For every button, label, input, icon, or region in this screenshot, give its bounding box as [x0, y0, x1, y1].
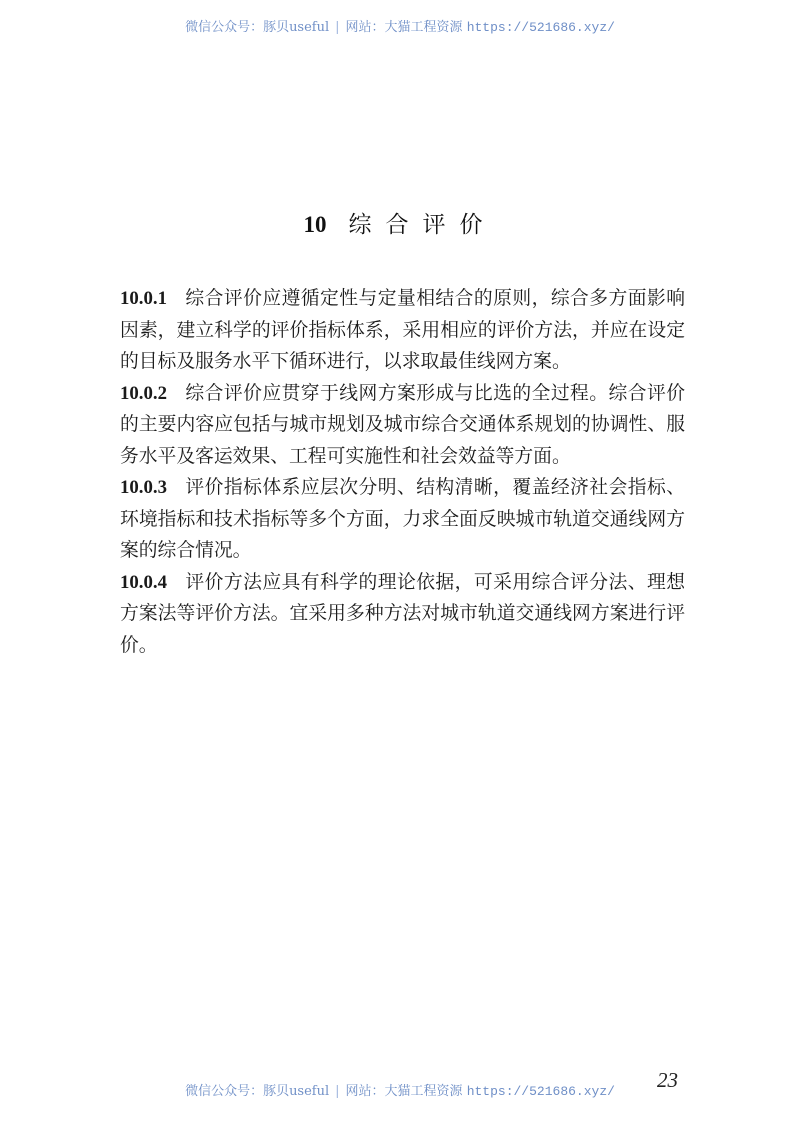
clause-text: 评价指标体系应层次分明、结构清晰，覆盖经济社会指标、环境指标和技术指标等多个方面，力求全面反映城市轨道交通线网方案的综合情况。 [120, 477, 685, 561]
clause-number: 10.0.4 [120, 571, 167, 593]
clause [120, 567, 685, 662]
clause-number: 10.0.1 [120, 288, 167, 309]
chapter-title: 综合评价 [348, 212, 497, 238]
clause-list [120, 283, 685, 661]
clause-number: 10.0.2 [120, 382, 167, 404]
chapter-number: 10 [303, 212, 327, 237]
watermark-site: 网站：大猫工程资源 [345, 1084, 463, 1099]
watermark-wechat: 微信公众号：豚贝useful [185, 1084, 330, 1099]
watermark-footer [0, 1080, 800, 1099]
watermark-url: https://521686.xyz/ [466, 20, 615, 35]
clause [120, 283, 685, 378]
chapter-heading [0, 206, 800, 239]
watermark-header [0, 16, 800, 35]
watermark-url: https://521686.xyz/ [466, 1084, 615, 1099]
clause [120, 472, 685, 567]
clause-text: 综合评价应贯穿于线网方案形成与比选的全过程。综合评价的主要内容应包括与城市规划及城市综合交通体系规划的协调性、服务水平及客运效果、工程可实施性和社会效益等方面。 [120, 382, 685, 467]
clause-number: 10.0.3 [120, 477, 167, 498]
page-number: 23 [657, 1068, 678, 1092]
clause [120, 378, 685, 473]
watermark-site: 网站：大猫工程资源 [345, 20, 463, 35]
clause-text: 评价方法应具有科学的理论依据，可采用综合评分法、理想方案法等评价方法。宜采用多种方法对城市轨道交通线网方案进行评价。 [120, 571, 685, 656]
watermark-separator: | [335, 1084, 340, 1099]
watermark-wechat: 微信公众号：豚贝useful [185, 20, 330, 35]
watermark-separator: | [335, 20, 340, 35]
clause-text: 综合评价应遵循定性与定量相结合的原则，综合多方面影响因素，建立科学的评价指标体系，采用相应的评价方法，并应在设定的目标及服务水平下循环进行，以求取最佳线网方案。 [120, 288, 685, 372]
